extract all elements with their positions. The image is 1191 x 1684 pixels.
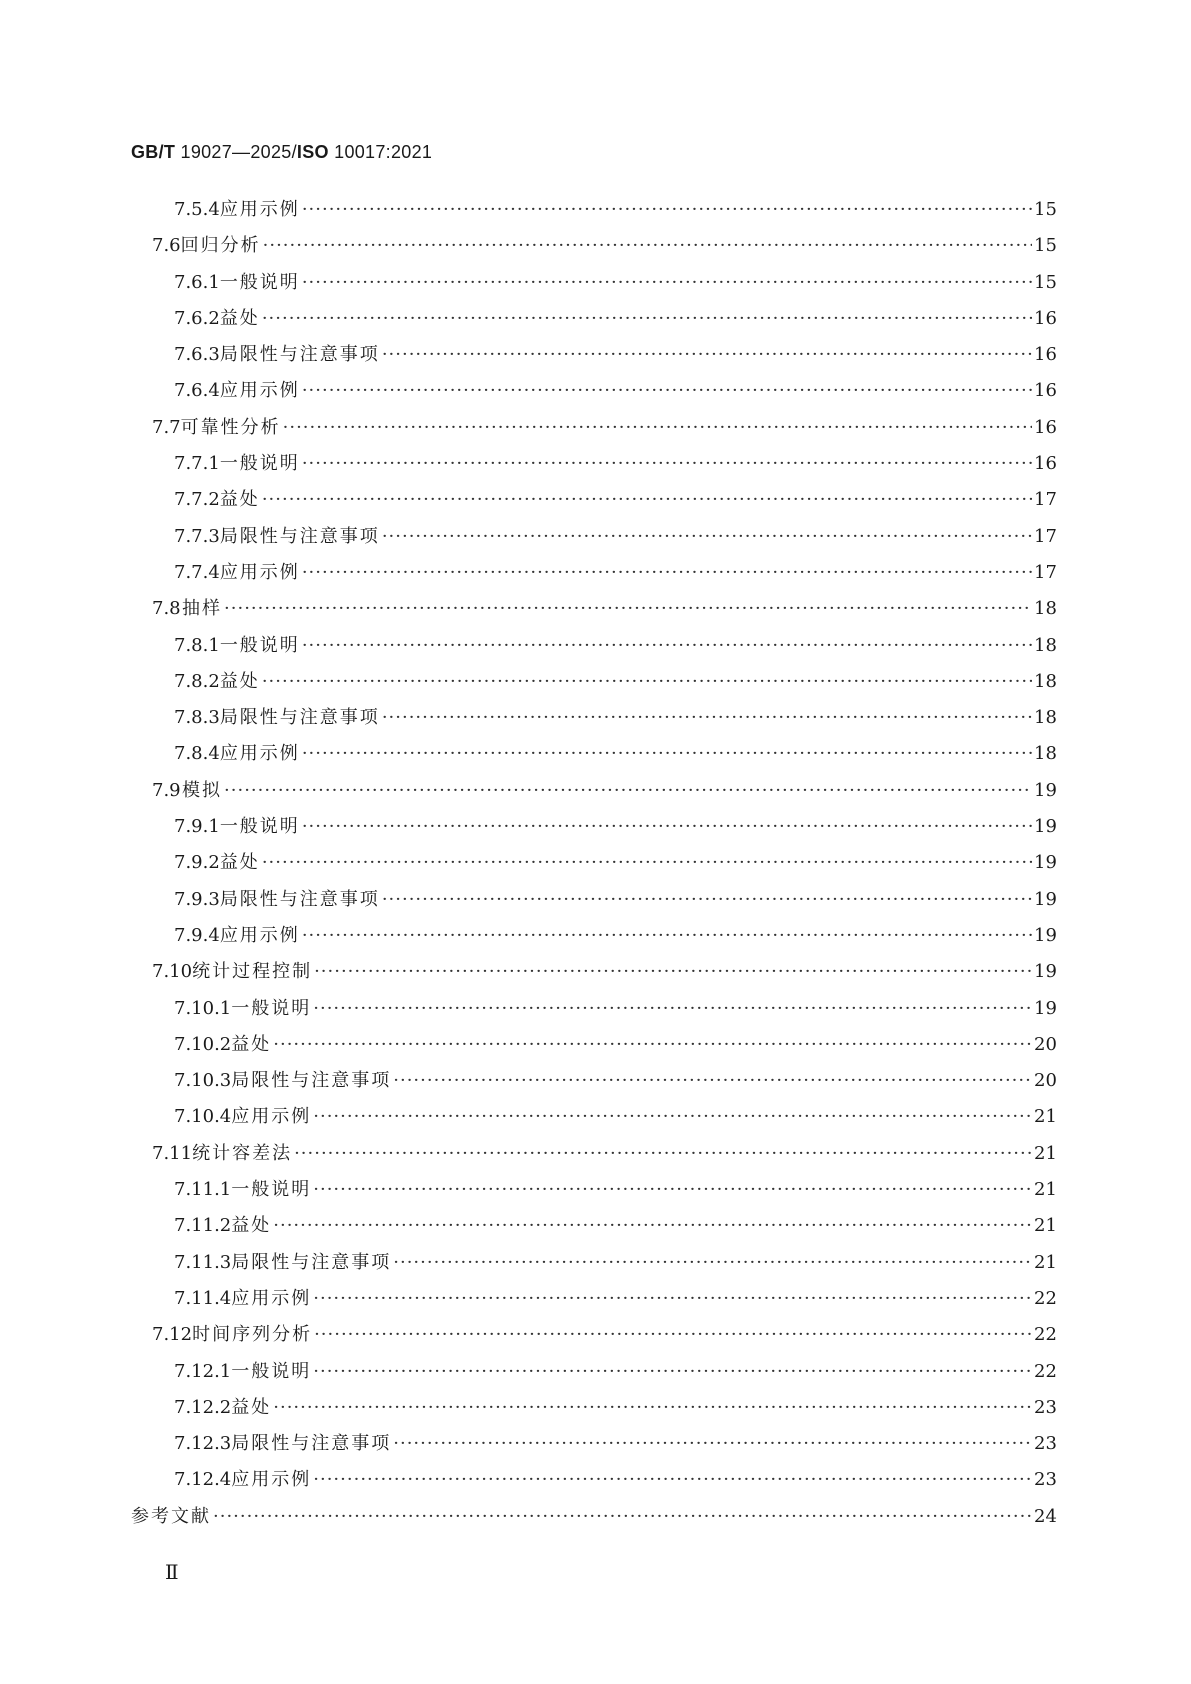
toc-entry-number: 7.10 bbox=[152, 961, 193, 983]
toc-entry-page: 19 bbox=[1034, 779, 1057, 801]
toc-dot-leader bbox=[382, 707, 1032, 728]
toc-entry-page: 24 bbox=[1034, 1505, 1057, 1527]
toc-entry[interactable] bbox=[131, 776, 1056, 812]
toc-entry-page: 16 bbox=[1034, 380, 1057, 402]
toc-entry-page: 19 bbox=[1034, 852, 1057, 874]
toc-entry-title: 应用示例 bbox=[219, 924, 300, 946]
toc-dot-leader bbox=[273, 1034, 1032, 1055]
toc-entry-title: 应用示例 bbox=[231, 1287, 312, 1309]
toc-dot-leader bbox=[382, 526, 1032, 547]
toc-entry-number: 7.10.2 bbox=[174, 1033, 232, 1055]
toc-entry-title: 应用示例 bbox=[219, 743, 300, 765]
toc-dot-leader bbox=[313, 1106, 1032, 1127]
toc-entry-number: 7.6.2 bbox=[174, 307, 220, 329]
toc-entry-title: 益处 bbox=[219, 307, 260, 329]
toc-entry-page: 22 bbox=[1034, 1324, 1057, 1346]
toc-entry-page: 22 bbox=[1034, 1360, 1057, 1382]
toc-entry-page: 15 bbox=[1034, 235, 1057, 257]
toc-entry-title: 益处 bbox=[231, 1396, 272, 1418]
toc-entry-page: 23 bbox=[1034, 1469, 1057, 1491]
toc-dot-leader bbox=[302, 453, 1032, 474]
toc-entry-page: 21 bbox=[1034, 1251, 1057, 1273]
toc-entry-number: 7.5.4 bbox=[174, 199, 220, 220]
toc-entry[interactable] bbox=[131, 1175, 1056, 1211]
toc-entry-number: 7.6.4 bbox=[174, 380, 220, 402]
toc-dot-leader bbox=[262, 671, 1032, 692]
toc-entry[interactable] bbox=[131, 413, 1056, 449]
toc-entry-page: 20 bbox=[1034, 1070, 1057, 1092]
header-standard-number: 19027—2025/ bbox=[175, 142, 297, 162]
toc-entry-title: 应用示例 bbox=[231, 1106, 312, 1128]
toc-entry[interactable] bbox=[131, 594, 1056, 630]
toc-entry-page: 16 bbox=[1034, 307, 1057, 329]
toc-entry-page: 17 bbox=[1034, 525, 1057, 547]
toc-dot-leader bbox=[213, 1506, 1032, 1527]
toc-entry-number: 7.6.1 bbox=[174, 271, 220, 293]
toc-dot-leader bbox=[302, 635, 1032, 656]
toc-entry-number: 7.7.2 bbox=[174, 489, 220, 511]
toc-entry-title: 局限性与注意事项 bbox=[219, 344, 380, 366]
toc-entry-number: 7.7.4 bbox=[174, 561, 220, 583]
toc-entry-page: 18 bbox=[1034, 634, 1057, 656]
toc-entry-title: 一般说明 bbox=[231, 997, 312, 1019]
toc-entry-title: 应用示例 bbox=[219, 380, 300, 402]
toc-entry-page: 15 bbox=[1034, 199, 1057, 220]
toc-dot-leader bbox=[393, 1070, 1032, 1091]
toc-dot-leader bbox=[314, 961, 1032, 982]
toc-entry[interactable] bbox=[131, 268, 1056, 304]
toc-entry[interactable] bbox=[131, 812, 1056, 848]
toc-entry-title: 一般说明 bbox=[231, 1360, 312, 1382]
toc-entry[interactable] bbox=[131, 885, 1056, 921]
toc-entry-page: 17 bbox=[1034, 561, 1057, 583]
toc-entry-title: 益处 bbox=[219, 489, 260, 511]
toc-entry-title: 应用示例 bbox=[219, 561, 300, 583]
toc-dot-leader bbox=[302, 562, 1032, 583]
toc-entry-number: 7.10.1 bbox=[174, 997, 232, 1019]
toc-entry-page: 18 bbox=[1034, 743, 1057, 765]
toc-entry-number: 7.12.3 bbox=[174, 1433, 232, 1455]
toc-entry-page: 17 bbox=[1034, 489, 1057, 511]
toc-entry[interactable] bbox=[131, 376, 1056, 412]
toc-entry-page: 23 bbox=[1034, 1396, 1057, 1418]
toc-entry[interactable] bbox=[131, 1284, 1056, 1320]
toc-entry-title: 局限性与注意事项 bbox=[231, 1251, 392, 1273]
toc-entry-number: 7.8 bbox=[152, 598, 181, 620]
toc-dot-leader bbox=[262, 308, 1032, 329]
toc-entry-number: 7.9.3 bbox=[174, 888, 220, 910]
toc-entry[interactable] bbox=[131, 703, 1056, 739]
toc-dot-leader bbox=[313, 1469, 1032, 1490]
toc-dot-leader bbox=[313, 1179, 1032, 1200]
toc-entry-number: 7.12.1 bbox=[174, 1360, 232, 1382]
toc-entry-number: 7.6 bbox=[152, 235, 181, 257]
toc-entry-number: 7.6.3 bbox=[174, 344, 220, 366]
header-iso-prefix: ISO bbox=[296, 142, 329, 162]
toc-entry-page: 18 bbox=[1034, 670, 1057, 692]
toc-entry-number: 7.7 bbox=[152, 416, 181, 438]
toc-entry[interactable] bbox=[131, 631, 1056, 667]
toc-dot-leader bbox=[283, 417, 1032, 438]
toc-entry-number: 7.8.2 bbox=[174, 670, 220, 692]
toc-entry-page: 19 bbox=[1034, 997, 1057, 1019]
toc-entry[interactable] bbox=[131, 1211, 1056, 1247]
toc-entry-number: 7.7.1 bbox=[174, 453, 220, 475]
toc-dot-leader bbox=[273, 1215, 1032, 1236]
toc-dot-leader bbox=[273, 1397, 1032, 1418]
toc-entry[interactable] bbox=[131, 1102, 1056, 1138]
toc-entry-title: 局限性与注意事项 bbox=[219, 707, 380, 729]
toc-entry-page: 16 bbox=[1034, 453, 1057, 475]
toc-entry-title: 参考文献 bbox=[131, 1505, 211, 1527]
toc-entry-page: 21 bbox=[1034, 1106, 1057, 1128]
toc-entry-title: 应用示例 bbox=[231, 1469, 312, 1491]
toc-entry-title: 益处 bbox=[219, 852, 260, 874]
toc-entry-number: 7.8.4 bbox=[174, 743, 220, 765]
toc-entry-title: 统计过程控制 bbox=[192, 961, 313, 983]
toc-entry[interactable] bbox=[131, 667, 1056, 703]
toc-entry-title: 益处 bbox=[231, 1215, 272, 1237]
toc-dot-leader bbox=[302, 272, 1032, 293]
toc-entry-number: 7.11.1 bbox=[174, 1179, 232, 1201]
toc-entry-number: 7.12 bbox=[152, 1324, 193, 1346]
toc-entry-title: 局限性与注意事项 bbox=[219, 525, 380, 547]
toc-entry-page: 18 bbox=[1034, 598, 1057, 620]
toc-dot-leader bbox=[224, 780, 1032, 801]
toc-dot-leader bbox=[224, 598, 1032, 619]
toc-entry-number: 7.8.1 bbox=[174, 634, 220, 656]
toc-dot-leader bbox=[313, 998, 1032, 1019]
document-header bbox=[131, 142, 432, 163]
toc-entry-number: 7.11 bbox=[152, 1142, 193, 1164]
toc-entry-title: 一般说明 bbox=[219, 634, 300, 656]
toc-entry[interactable] bbox=[131, 1320, 1056, 1356]
toc-entry[interactable] bbox=[131, 848, 1056, 884]
toc-entry-number: 7.10.4 bbox=[174, 1106, 232, 1128]
toc-entry-number: 7.9.2 bbox=[174, 852, 220, 874]
toc-entry-page: 16 bbox=[1034, 416, 1057, 438]
toc-entry-title: 益处 bbox=[219, 670, 260, 692]
toc-entry-number: 7.10.3 bbox=[174, 1070, 232, 1092]
toc-entry-title: 局限性与注意事项 bbox=[231, 1433, 392, 1455]
toc-entry-title: 局限性与注意事项 bbox=[219, 888, 380, 910]
toc-entry[interactable] bbox=[131, 340, 1056, 376]
toc-dot-leader bbox=[313, 1361, 1032, 1382]
toc-dot-leader bbox=[302, 743, 1032, 764]
toc-entry-number: 7.7.3 bbox=[174, 525, 220, 547]
toc-entry-title: 一般说明 bbox=[219, 816, 300, 838]
header-iso-number: 10017:2021 bbox=[328, 142, 433, 162]
toc-entry-title: 可靠性分析 bbox=[180, 416, 281, 438]
toc-dot-leader bbox=[393, 1433, 1032, 1454]
toc-entry[interactable] bbox=[131, 231, 1056, 267]
toc-entry-page: 19 bbox=[1034, 924, 1057, 946]
toc-entry-title: 时间序列分析 bbox=[192, 1324, 313, 1346]
toc-entry-title: 局限性与注意事项 bbox=[231, 1070, 392, 1092]
toc-dot-leader bbox=[313, 1288, 1032, 1309]
toc-entry-title: 抽样 bbox=[182, 598, 223, 620]
toc-entry-page: 20 bbox=[1034, 1033, 1057, 1055]
toc-entry[interactable] bbox=[131, 485, 1056, 521]
toc-entry[interactable] bbox=[131, 449, 1056, 485]
toc-entry-page: 16 bbox=[1034, 344, 1057, 366]
toc-entry[interactable] bbox=[131, 1248, 1056, 1284]
toc-entry-page: 19 bbox=[1034, 961, 1057, 983]
toc-entry[interactable] bbox=[131, 304, 1056, 340]
footer-page-number: Ⅱ bbox=[165, 1560, 179, 1584]
toc-entry-title: 一般说明 bbox=[219, 453, 300, 475]
toc-entry-title: 回归分析 bbox=[180, 235, 261, 257]
toc-entry-number: 7.9.4 bbox=[174, 924, 220, 946]
toc-entry-page: 21 bbox=[1034, 1215, 1057, 1237]
toc-entry[interactable] bbox=[131, 1357, 1056, 1393]
toc-entry-title: 一般说明 bbox=[219, 271, 300, 293]
toc-entry[interactable] bbox=[131, 1030, 1056, 1066]
toc-entry-number: 7.11.3 bbox=[174, 1251, 232, 1273]
toc-dot-leader bbox=[382, 344, 1032, 365]
toc-dot-leader bbox=[393, 1252, 1032, 1273]
toc-dot-leader bbox=[294, 1143, 1032, 1164]
toc-entry[interactable] bbox=[131, 558, 1056, 594]
toc-entry[interactable] bbox=[131, 1465, 1056, 1501]
toc-dot-leader bbox=[302, 925, 1032, 946]
toc-entry-page: 21 bbox=[1034, 1179, 1057, 1201]
toc-entry-number: 7.11.2 bbox=[174, 1215, 232, 1237]
toc-entry-number: 7.8.3 bbox=[174, 707, 220, 729]
toc-entry-number: 7.12.4 bbox=[174, 1469, 232, 1491]
toc-entry-page: 19 bbox=[1034, 888, 1057, 910]
toc-entry-page: 18 bbox=[1034, 707, 1057, 729]
toc-dot-leader bbox=[302, 199, 1032, 220]
toc-entry[interactable] bbox=[131, 1393, 1056, 1429]
toc-entry-title: 应用示例 bbox=[219, 199, 300, 220]
header-standard-prefix: GB/T bbox=[131, 142, 176, 162]
toc-entry[interactable] bbox=[131, 1066, 1056, 1102]
toc-entry-page: 21 bbox=[1034, 1142, 1057, 1164]
toc-dot-leader bbox=[314, 1324, 1032, 1345]
toc-dot-leader bbox=[262, 489, 1032, 510]
toc-entry-title: 一般说明 bbox=[231, 1179, 312, 1201]
toc-entry[interactable] bbox=[131, 921, 1056, 957]
toc-entry-page: 15 bbox=[1034, 271, 1057, 293]
toc-entry[interactable] bbox=[131, 739, 1056, 775]
toc-entry-page: 23 bbox=[1034, 1433, 1057, 1455]
toc-dot-leader bbox=[302, 816, 1032, 837]
toc-entry-page: 19 bbox=[1034, 816, 1057, 838]
toc-dot-leader bbox=[262, 852, 1032, 873]
toc-entry-number: 7.9 bbox=[152, 779, 181, 801]
toc-entry[interactable] bbox=[131, 522, 1056, 558]
toc-entry-number: 7.9.1 bbox=[174, 816, 220, 838]
toc-entry-title: 益处 bbox=[231, 1033, 272, 1055]
toc-dot-leader bbox=[302, 380, 1032, 401]
toc-entry-title: 模拟 bbox=[182, 779, 223, 801]
toc-entry[interactable] bbox=[131, 994, 1056, 1030]
toc-entry[interactable] bbox=[131, 1139, 1056, 1175]
toc-entry[interactable] bbox=[131, 195, 1056, 231]
toc-entry-title: 统计容差法 bbox=[192, 1142, 293, 1164]
toc-entry[interactable] bbox=[131, 1502, 1056, 1538]
table-of-contents bbox=[131, 195, 1056, 1538]
toc-entry-page: 22 bbox=[1034, 1287, 1057, 1309]
toc-entry[interactable] bbox=[131, 1429, 1056, 1465]
toc-entry[interactable] bbox=[131, 957, 1056, 993]
toc-dot-leader bbox=[263, 235, 1032, 256]
toc-dot-leader bbox=[382, 889, 1032, 910]
toc-entry-number: 7.11.4 bbox=[174, 1287, 232, 1309]
toc-entry-number: 7.12.2 bbox=[174, 1396, 232, 1418]
